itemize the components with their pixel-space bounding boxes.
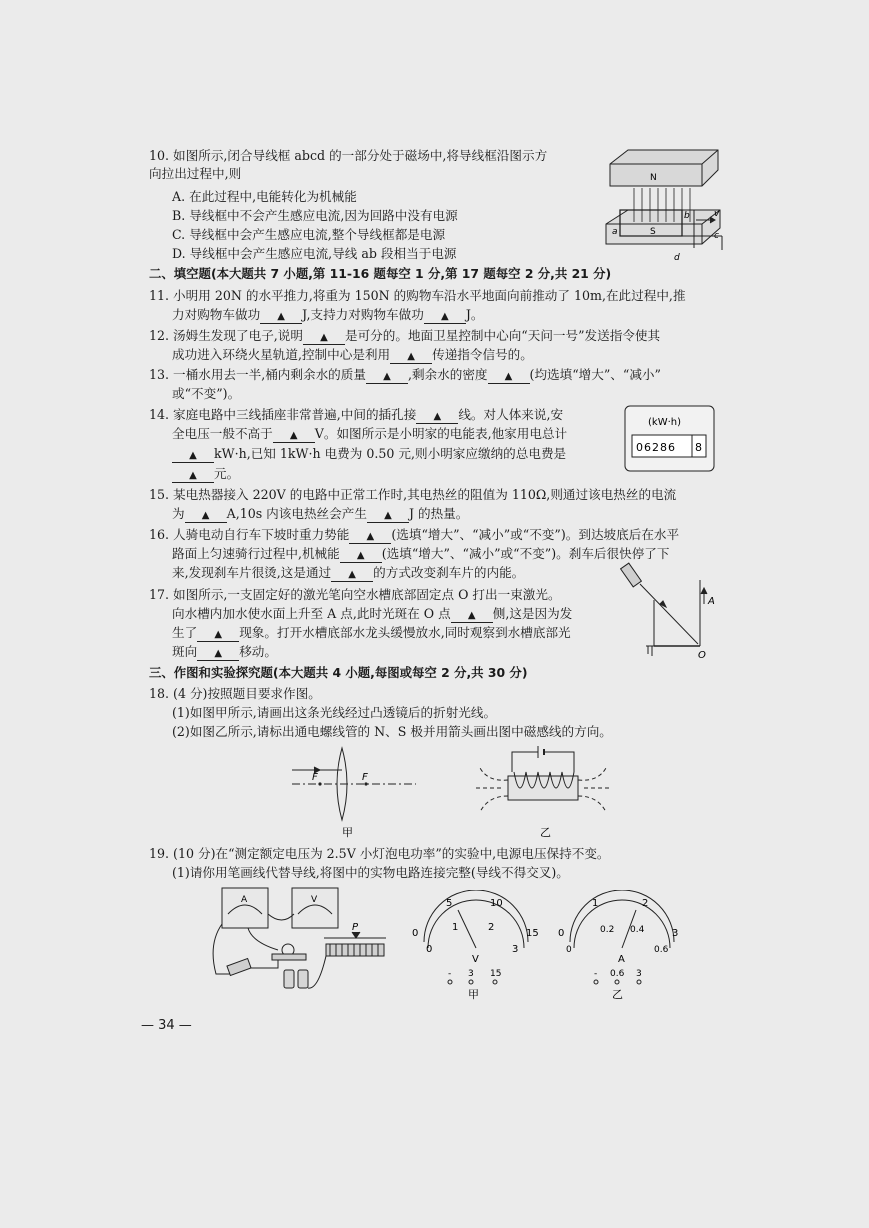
q10-option-a: A. 在此过程中,电能转化为机械能 — [172, 189, 357, 204]
answer-blank[interactable]: ▲ — [349, 530, 391, 544]
fig-label-v: v — [714, 209, 720, 219]
volt-tick-top: 0 — [412, 928, 419, 939]
fig-label-c: c — [714, 231, 719, 241]
q18-lens-figure-jia — [290, 740, 420, 840]
meter-unit-label: (kW·h) — [648, 417, 681, 428]
answer-blank[interactable]: ▲ — [172, 449, 214, 463]
fig-label-s: S — [650, 227, 656, 237]
answer-blank[interactable]: ▲ — [197, 647, 239, 661]
q16-line: 路面上匀速骑行过程中,机械能 ▲ (选填“增大”、“减小”或“不变”)。刹车后很快停了下 — [172, 546, 670, 561]
volt-tick-top: 5 — [446, 898, 453, 909]
amp-terminal: 3 — [636, 969, 642, 979]
q14-line: 14. 家庭电路中三线插座非常普遍,中间的插孔接 ▲ 线。对人体来说,安 — [149, 407, 564, 422]
q19-line: 19. (10 分)在“测定额定电压为 2.5V 小灯泡电功率”的实验中,电源电压保持不变。 — [149, 846, 610, 861]
fig-label-a-point: A — [708, 596, 715, 607]
figure-caption-jia: 甲 — [342, 826, 353, 839]
answer-blank[interactable]: ▲ — [488, 370, 530, 384]
q10-option-b: B. 导线框中不会产生感应电流,因为回路中没有电源 — [172, 208, 458, 223]
q10-option-d: D. 导线框中会产生感应电流,导线 ab 段相当于电源 — [172, 246, 457, 261]
q15-line: 15. 某电热器接入 220V 的电路中正常工作时,其电热丝的阻值为 110Ω,则通过该电热丝的电流 — [149, 487, 677, 502]
volt-tick-bottom: 2 — [488, 922, 495, 933]
fig-label-n: N — [650, 173, 657, 183]
figure-caption-yi: 乙 — [540, 826, 551, 839]
volt-tick-bottom: 0 — [426, 944, 433, 955]
answer-blank[interactable]: ▲ — [424, 310, 466, 324]
q10-stem: 10. 如图所示,闭合导线框 abcd 的一部分处于磁场中,将导线框沿图示方 — [149, 148, 548, 163]
q14-energy-meter-figure — [624, 405, 716, 473]
q14-line: ▲ 元。 — [172, 466, 239, 483]
q13-line: 或“不变”)。 — [172, 386, 241, 401]
section-3-heading: 三、作图和实验探究题(本大题共 4 小题,每图或每空 2 分,共 30 分) — [149, 665, 528, 680]
q15-line: 为 ▲ A,10s 内该电热丝会产生 ▲ J 的热量。 — [172, 506, 469, 521]
q18-line: (1)如图甲所示,请画出这条光线经过凸透镜后的折射光线。 — [172, 705, 497, 720]
page-number: — 34 — — [141, 1018, 192, 1033]
section-2-heading: 二、填空题(本大题共 7 小题,第 11-16 题每空 1 分,第 17 题每空 2 分,共 21 分) — [149, 266, 612, 281]
q19-line: (1)请你用笔画线代替导线,将图中的实物电路连接完整(导线不得交叉)。 — [172, 865, 569, 880]
volt-tick-bottom: 3 — [512, 944, 519, 955]
focus-label: F — [312, 772, 318, 783]
volt-terminal: 3 — [468, 969, 474, 979]
q11-line: 11. 小明用 20N 的水平推力,将重为 150N 的购物车沿水平地面向前推动了 10m,在此过程中,推 — [149, 288, 686, 303]
answer-blank[interactable]: ▲ — [340, 549, 382, 563]
q10-stem: 向拉出过程中,则 — [149, 166, 242, 181]
answer-blank[interactable]: ▲ — [390, 350, 432, 364]
amp-tick-bottom: 0 — [566, 945, 572, 955]
fig-label-b: b — [684, 211, 690, 221]
focus-label: F — [362, 772, 368, 783]
figure-caption-yi: 乙 — [612, 988, 623, 1001]
volt-tick-bottom: 1 — [452, 922, 459, 933]
q17-line: 生了 ▲ 现象。打开水槽底部水龙头缓慢放水,同时观察到水槽底部光 — [172, 625, 571, 640]
amp-tick-top: 3 — [672, 928, 679, 939]
figure-caption-jia: 甲 — [468, 988, 479, 1001]
answer-blank[interactable]: ▲ — [273, 429, 315, 443]
q16-line: 来,发现刹车片很烫,这是通过 ▲ 的方式改变刹车片的内能。 — [172, 565, 525, 580]
answer-blank[interactable]: ▲ — [366, 370, 408, 384]
amp-tick-top: 0 — [558, 928, 565, 939]
q13-line: 13. 一桶水用去一半,桶内剩余水的质量 ▲ ,剩余水的密度 ▲ (均选填“增大”、“减小” — [149, 367, 661, 382]
answer-blank[interactable]: ▲ — [331, 568, 373, 582]
q17-line: 17. 如图所示,一支固定好的激光笔向空水槽底部固定点 O 打出一束激光。 — [149, 587, 561, 602]
voltmeter-letter: V — [311, 895, 318, 905]
q16-line: 16. 人骑电动自行车下坡时重力势能 ▲ (选填“增大”、“减小”或“不变”)。到达坡底后在水平 — [149, 527, 680, 542]
q17-laser-tank-figure — [620, 560, 720, 660]
amp-tick-bottom: 0.2 — [600, 925, 615, 935]
meter-decimal-digit: 8 — [695, 441, 702, 454]
answer-blank[interactable]: ▲ — [451, 609, 493, 623]
q14-line: ▲ kW·h,已知 1kW·h 电费为 0.50 元,则小明家应缴纳的总电费是 — [172, 446, 566, 463]
q12-line: 12. 汤姆生发现了电子,说明 ▲ 是可分的。地面卫星控制中心向“天问一号”发送指令使其 — [149, 328, 661, 343]
q12-line: 成功进入环绕火星轨道,控制中心是利用 ▲ 传递指令信号的。 — [172, 347, 533, 362]
volt-letter: V — [472, 954, 479, 965]
q17-line: 斑向 ▲ 移动。 — [172, 644, 277, 659]
slider-label: P — [352, 922, 359, 933]
q19-circuit-figure — [208, 884, 394, 996]
q11-line: 力对购物车做功 ▲ J,支持力对购物车做功 ▲ J。 — [172, 307, 484, 322]
q17-line: 向水槽内加水使水面上升至 A 点,此时光斑在 O 点 ▲ 侧,这是因为发 — [172, 606, 573, 621]
volt-terminal: - — [448, 969, 452, 979]
amp-terminal: 0.6 — [610, 969, 625, 979]
meter-digits: 06286 — [636, 441, 676, 454]
q18-line: 18. (4 分)按照题目要求作图。 — [149, 686, 321, 701]
q10-magnet-figure — [598, 148, 728, 266]
q18-solenoid-figure-yi — [474, 742, 614, 840]
q18-line: (2)如图乙所示,请标出通电螺线管的 N、S 极并用箭头画出图中磁感线的方向。 — [172, 724, 612, 739]
q10-option-c: C. 导线框中会产生感应电流,整个导线框都是电源 — [172, 227, 446, 242]
answer-blank[interactable]: ▲ — [185, 509, 227, 523]
volt-tick-top: 10 — [490, 898, 503, 909]
answer-blank[interactable]: ▲ — [197, 628, 239, 642]
volt-terminal: 15 — [490, 969, 502, 979]
answer-blank[interactable]: ▲ — [367, 509, 409, 523]
amp-tick-top: 2 — [642, 898, 649, 909]
q19-voltmeter-dial-jia — [406, 890, 542, 1002]
answer-blank[interactable]: ▲ — [416, 410, 458, 424]
answer-blank[interactable]: ▲ — [172, 469, 214, 483]
answer-blank[interactable]: ▲ — [303, 331, 345, 345]
fig-label-a: a — [612, 227, 618, 237]
volt-tick-top: 15 — [526, 928, 539, 939]
amp-tick-top: 1 — [592, 898, 599, 909]
q19-ammeter-dial-yi — [552, 890, 688, 1002]
fig-label-o-point: O — [698, 650, 706, 660]
q14-line: 全电压一般不高于 ▲ V。如图所示是小明家的电能表,他家用电总计 — [172, 426, 568, 441]
answer-blank[interactable]: ▲ — [260, 310, 302, 324]
fig-label-d: d — [674, 253, 680, 263]
amp-letter: A — [618, 954, 625, 965]
amp-terminal: - — [594, 969, 598, 979]
amp-tick-bottom: 0.6 — [654, 945, 669, 955]
amp-tick-bottom: 0.4 — [630, 925, 645, 935]
ammeter-letter: A — [241, 895, 248, 905]
